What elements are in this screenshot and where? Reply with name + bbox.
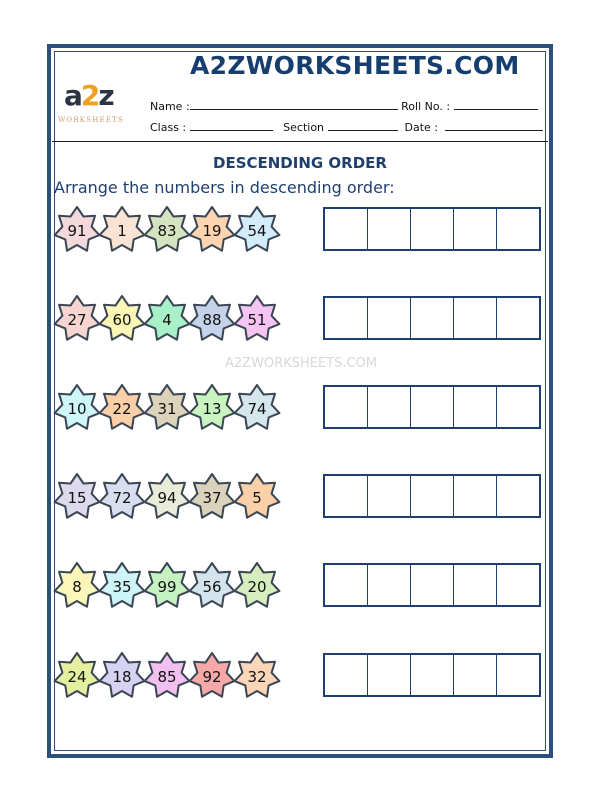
number-stars: [52, 207, 284, 253]
number-star: [190, 385, 235, 429]
name-field[interactable]: [190, 99, 398, 110]
number-star: [145, 207, 190, 251]
exercise-row: [0, 207, 600, 253]
answer-boxes: [323, 653, 541, 697]
star-number: 99: [157, 578, 177, 596]
star-number: 1: [117, 222, 127, 240]
number-star: [190, 296, 235, 340]
answer-box[interactable]: [454, 209, 497, 249]
answer-box[interactable]: [454, 565, 497, 605]
number-star: [145, 385, 190, 429]
star-number: 54: [247, 222, 267, 240]
number-star: [190, 563, 235, 607]
instruction-text: Arrange the numbers in descending order:: [54, 178, 395, 197]
answer-box[interactable]: [325, 298, 368, 338]
star-number: 51: [247, 311, 267, 329]
answer-boxes: [323, 296, 541, 340]
answer-box[interactable]: [411, 655, 454, 695]
answer-boxes: [323, 563, 541, 607]
star-number: 35: [112, 578, 132, 596]
answer-box[interactable]: [454, 655, 497, 695]
exercise-row: [0, 653, 600, 699]
answer-box[interactable]: [411, 476, 454, 516]
star-number: 18: [112, 668, 132, 686]
number-star: [55, 563, 100, 607]
star-number: 74: [247, 400, 267, 418]
date-field[interactable]: [445, 120, 543, 131]
number-star: [235, 385, 280, 429]
star-number: 83: [157, 222, 177, 240]
site-logo: [58, 78, 134, 130]
worksheet-heading: DESCENDING ORDER: [213, 154, 387, 172]
answer-box[interactable]: [497, 655, 539, 695]
answer-box[interactable]: [368, 298, 411, 338]
site-title: A2ZWORKSHEETS.COM: [190, 51, 520, 80]
star-number: 5: [252, 489, 262, 507]
number-star: [235, 653, 280, 697]
answer-box[interactable]: [497, 476, 539, 516]
number-star: [100, 563, 145, 607]
answer-box[interactable]: [497, 298, 539, 338]
star-number: 32: [247, 668, 267, 686]
answer-box[interactable]: [368, 387, 411, 427]
star-number: 37: [202, 489, 222, 507]
star-number: 19: [202, 222, 222, 240]
number-stars: [52, 296, 284, 342]
star-number: 91: [67, 222, 87, 240]
number-star: [145, 474, 190, 518]
logo-mark: a2z: [64, 79, 113, 112]
exercise-row: [0, 385, 600, 431]
number-star: [55, 385, 100, 429]
section-field[interactable]: [328, 120, 398, 131]
number-star: [145, 296, 190, 340]
roll-field[interactable]: [454, 99, 538, 110]
section-label: Section: [283, 121, 325, 134]
class-section-date-row: [150, 120, 543, 135]
number-star: [145, 653, 190, 697]
star-number: 10: [67, 400, 87, 418]
number-star: [55, 296, 100, 340]
star-number: 92: [202, 668, 222, 686]
answer-boxes: [323, 207, 541, 251]
answer-box[interactable]: [368, 655, 411, 695]
answer-box[interactable]: [368, 476, 411, 516]
answer-box[interactable]: [411, 209, 454, 249]
logo-subtitle: WORKSHEETS: [58, 116, 125, 124]
number-stars: [52, 474, 284, 520]
answer-box[interactable]: [325, 387, 368, 427]
answer-box[interactable]: [325, 655, 368, 695]
answer-box[interactable]: [411, 565, 454, 605]
star-number: 31: [157, 400, 177, 418]
class-label: Class :: [150, 121, 187, 134]
number-star: [190, 474, 235, 518]
star-number: 13: [202, 400, 222, 418]
star-number: 8: [72, 578, 82, 596]
number-star: [100, 207, 145, 251]
star-number: 94: [157, 489, 177, 507]
star-number: 72: [112, 489, 132, 507]
date-label: Date :: [404, 121, 439, 134]
answer-boxes: [323, 385, 541, 429]
star-number: 56: [202, 578, 222, 596]
answer-box[interactable]: [497, 387, 539, 427]
number-star: [190, 653, 235, 697]
number-star: [100, 296, 145, 340]
answer-box[interactable]: [368, 209, 411, 249]
number-star: [100, 385, 145, 429]
star-number: 22: [112, 400, 132, 418]
exercise-row: [0, 296, 600, 342]
star-number: 85: [157, 668, 177, 686]
answer-box[interactable]: [411, 387, 454, 427]
number-star: [145, 563, 190, 607]
answer-box[interactable]: [325, 565, 368, 605]
number-star: [55, 474, 100, 518]
number-stars: [52, 563, 284, 609]
answer-boxes: [323, 474, 541, 518]
number-star: [235, 296, 280, 340]
header-divider: [52, 141, 548, 142]
name-roll-row: [150, 99, 538, 114]
answer-box[interactable]: [454, 476, 497, 516]
answer-box[interactable]: [497, 565, 539, 605]
number-star: [100, 474, 145, 518]
number-star: [235, 207, 280, 251]
roll-label: Roll No. :: [401, 100, 451, 113]
answer-box[interactable]: [454, 387, 497, 427]
exercise-row: [0, 563, 600, 609]
star-number: 4: [162, 311, 172, 329]
number-star: [55, 653, 100, 697]
number-stars: [52, 385, 284, 431]
number-star: [55, 207, 100, 251]
star-number: 20: [247, 578, 267, 596]
name-label: Name :: [150, 100, 190, 113]
star-number: 60: [112, 311, 132, 329]
answer-box[interactable]: [325, 476, 368, 516]
number-star: [100, 653, 145, 697]
answer-box[interactable]: [497, 209, 539, 249]
star-number: 27: [67, 311, 87, 329]
number-stars: [52, 653, 284, 699]
answer-box[interactable]: [368, 565, 411, 605]
number-star: [235, 563, 280, 607]
answer-box[interactable]: [325, 209, 368, 249]
class-field[interactable]: [190, 120, 273, 131]
answer-box[interactable]: [454, 298, 497, 338]
exercise-row: [0, 474, 600, 520]
star-number: 15: [67, 489, 87, 507]
star-number: 24: [67, 668, 87, 686]
answer-box[interactable]: [411, 298, 454, 338]
number-star: [235, 474, 280, 518]
watermark: A2ZWORKSHEETS.COM: [225, 356, 378, 371]
number-star: [190, 207, 235, 251]
star-number: 88: [202, 311, 222, 329]
